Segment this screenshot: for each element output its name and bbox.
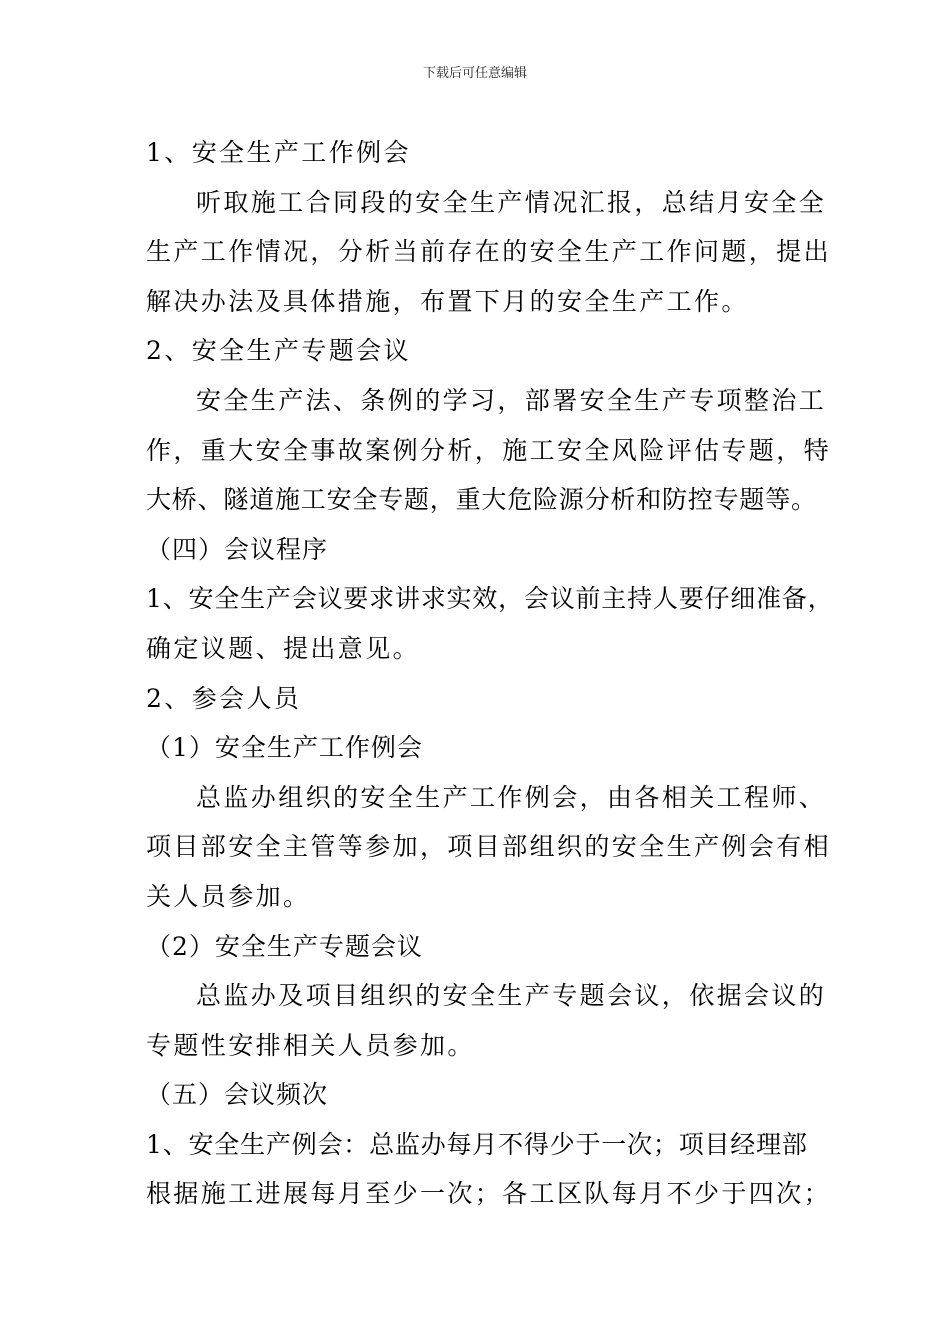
heading-2-safety-special-meeting: 2、安全生产专题会议 <box>146 336 411 366</box>
paragraph-line: 1、安全生产例会：总监办每月不得少于一次；项目经理部 <box>146 1129 808 1159</box>
paragraph-line: 作，重大安全事故案例分析，施工安全风险评估专题，特 <box>146 435 832 465</box>
section-heading-meeting-frequency: （五）会议频次 <box>146 1080 329 1110</box>
subheading-1-safety-work-meeting: （1）安全生产工作例会 <box>146 733 423 763</box>
paragraph-line: 项目部安全主管等参加，项目部组织的安全生产例会有相 <box>146 832 832 862</box>
paragraph-line: 总监办组织的安全生产工作例会，由各相关工程师、 <box>196 782 827 812</box>
document-body <box>146 128 834 1219</box>
heading-1-safety-work-meeting: 1、安全生产工作例会 <box>146 138 411 167</box>
paragraph-line: 大桥、隧道施工安全专题，重大危险源分析和防控专题等。 <box>146 485 817 515</box>
subheading-2-safety-special-meeting: （2）安全生产专题会议 <box>146 931 423 961</box>
paragraph-line: 听取施工合同段的安全生产情况汇报，总结月安全全 <box>196 187 827 217</box>
paragraph-line: 关人员参加。 <box>146 881 311 911</box>
heading-2-attendees: 2、参会人员 <box>146 683 302 713</box>
section-heading-meeting-procedure: （四）会议程序 <box>146 534 329 564</box>
paragraph-line: 根据施工进展每月至少一次；各工区队每月不少于四次； <box>146 1179 832 1209</box>
paragraph-line: 安全生产法、条例的学习，部署安全生产专项整治工 <box>196 385 827 415</box>
paragraph-line: 1、安全生产会议要求讲求实效，会议前主持人要仔细准备， <box>146 584 834 614</box>
page-header-note: 下载后可任意编辑 <box>422 66 527 81</box>
paragraph-line: 解决办法及具体措施，布置下月的安全生产工作。 <box>146 286 749 316</box>
paragraph-line: 专题性安排相关人员参加。 <box>146 1030 475 1060</box>
paragraph-line: 总监办及项目组织的安全生产专题会议，依据会议的 <box>196 981 827 1011</box>
paragraph-line: 生产工作情况，分析当前存在的安全生产工作问题，提出 <box>146 237 832 267</box>
paragraph-line: 确定议题、提出意见。 <box>146 633 421 663</box>
